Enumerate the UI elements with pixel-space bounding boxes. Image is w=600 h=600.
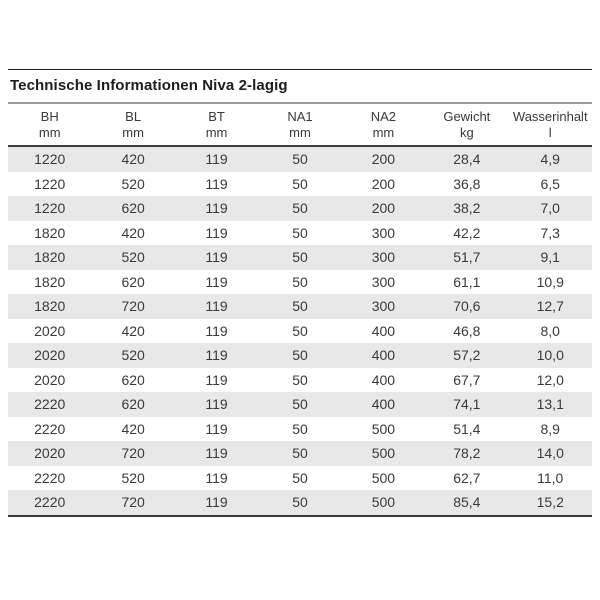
column-header-na1 [258,109,341,141]
table-cell: 4,9 [540,151,560,168]
column-unit: l [548,125,552,140]
table-cell: 620 [121,396,145,413]
column-unit: mm [205,125,228,140]
table-cell: 50 [292,151,308,168]
table-cell: 300 [371,273,396,290]
table-cell: 2220 [34,420,66,437]
table-cell: 119 [205,249,228,266]
table-cell: 2020 [34,371,66,388]
table-cell: 8,0 [540,322,560,339]
table-cell: 51,7 [453,249,481,266]
table-cell: 50 [292,175,308,192]
table-row [8,270,592,295]
table-cell: 520 [121,249,145,266]
table-row [8,294,592,319]
table-cell: 51,4 [453,420,481,437]
table-row [8,466,592,491]
table-cell: 70,6 [453,298,481,315]
table-cell: 10,9 [536,273,564,290]
table-cell: 10,0 [536,347,564,364]
table-cell: 620 [121,371,145,388]
column-unit: mm [289,125,311,140]
column-unit: mm [38,125,61,140]
column-label: Wasserinhalt [512,109,588,124]
column-header-bl [91,109,174,141]
table-cell: 119 [205,298,228,315]
table-row [8,343,592,368]
table-cell: 2220 [34,494,66,511]
table-cell: 2220 [34,396,66,413]
table-cell: 50 [292,420,308,437]
table-cell: 1820 [34,224,66,241]
table-cell: 50 [292,322,308,339]
table-cell: 119 [205,175,228,192]
table-cell: 28,4 [453,151,481,168]
table-cell: 50 [292,249,308,266]
table-cell: 38,2 [453,200,481,217]
table-header-row [8,102,592,147]
table-cell: 50 [292,396,308,413]
table-cell: 520 [121,175,145,192]
table-cell: 420 [121,420,145,437]
table-row [8,245,592,270]
table-cell: 720 [121,298,145,315]
table-cell: 50 [292,445,308,462]
table-cell: 50 [292,347,308,364]
table-cell: 520 [121,347,145,364]
spec-table-block [8,69,592,517]
table-cell: 119 [205,273,228,290]
column-label: Gewicht [443,109,491,124]
table-cell: 200 [371,151,396,168]
table-cell: 1220 [34,151,66,168]
column-label: BH [40,109,59,124]
table-row [8,147,592,172]
column-header-na2 [342,109,425,141]
table-row [8,368,592,393]
table-cell: 2020 [34,445,66,462]
table-cell: 7,0 [540,200,560,217]
table-cell: 62,7 [453,469,481,486]
table-cell: 200 [371,200,396,217]
table-cell: 119 [205,494,228,511]
table-cell: 50 [292,224,308,241]
table-cell: 119 [205,396,228,413]
table-cell: 11,0 [537,469,564,486]
table-cell: 2020 [34,347,66,364]
table-cell: 50 [292,298,308,315]
table-cell: 300 [371,249,396,266]
table-cell: 1820 [34,273,66,290]
table-cell: 15,2 [536,494,564,511]
table-cell: 36,8 [453,175,481,192]
column-header-bt [175,109,258,141]
table-cell: 119 [205,347,228,364]
table-cell: 14,0 [536,445,564,462]
table-row [8,196,592,221]
table-cell: 2020 [34,322,66,339]
table-cell: 1820 [34,298,66,315]
table-cell: 50 [292,273,308,290]
table-cell: 74,1 [453,396,481,413]
column-label: NA1 [287,109,313,124]
table-cell: 420 [121,224,145,241]
table-cell: 50 [292,469,308,486]
table-cell: 119 [205,224,228,241]
table-cell: 420 [121,322,145,339]
table-cell: 46,8 [453,322,481,339]
table-cell: 1220 [34,175,66,192]
table-row [8,392,592,417]
table-cell: 400 [371,322,396,339]
table-cell: 9,1 [540,249,560,266]
table-title-bar [8,69,592,102]
table-cell: 6,5 [540,175,560,192]
table-cell: 50 [292,494,308,511]
table-cell: 1820 [34,249,66,266]
table-cell: 50 [292,371,308,388]
table-cell: 13,1 [536,396,564,413]
table-row [8,490,592,515]
table-cell: 400 [371,371,396,388]
table-row [8,417,592,442]
table-cell: 119 [205,371,228,388]
table-cell: 67,7 [453,371,481,388]
table-cell: 400 [371,396,396,413]
table-cell: 720 [121,494,145,511]
table-cell: 500 [371,445,396,462]
table-cell: 7,3 [540,224,560,241]
table-title: Technische Informationen Niva 2-lagig [10,77,288,94]
table-cell: 420 [121,151,145,168]
column-header-bh [8,109,91,141]
table-body [8,147,592,517]
column-header-wasserinhalt [509,109,592,141]
column-label: NA2 [370,109,397,124]
table-cell: 61,1 [453,273,481,290]
table-cell: 8,9 [540,420,560,437]
table-cell: 500 [371,469,396,486]
table-cell: 119 [205,420,228,437]
table-cell: 12,0 [536,371,564,388]
table-row [8,172,592,197]
table-cell: 300 [371,224,396,241]
column-unit: mm [122,125,144,140]
column-label: BL [125,109,142,124]
table-cell: 85,4 [453,494,481,511]
table-cell: 300 [371,298,396,315]
table-cell: 119 [205,151,228,168]
table-cell: 119 [205,469,228,486]
table-cell: 78,2 [453,445,481,462]
table-row [8,441,592,466]
table-row [8,319,592,344]
table-cell: 200 [371,175,396,192]
table-cell: 42,2 [453,224,481,241]
column-label: BT [208,109,225,124]
table-cell: 620 [121,273,145,290]
table-cell: 720 [121,445,145,462]
table-cell: 12,7 [536,298,564,315]
column-header-gewicht [425,109,508,141]
table-cell: 400 [371,347,396,364]
table-cell: 119 [205,322,228,339]
column-unit: mm [372,125,395,140]
table-cell: 520 [121,469,145,486]
table-cell: 119 [205,445,228,462]
table-cell: 119 [205,200,228,217]
table-cell: 500 [371,420,396,437]
table-cell: 57,2 [453,347,481,364]
column-unit: kg [459,125,474,140]
table-cell: 50 [292,200,308,217]
table-row [8,221,592,246]
table-cell: 1220 [34,200,66,217]
table-cell: 2220 [34,469,66,486]
table-cell: 500 [371,494,396,511]
table-cell: 620 [121,200,145,217]
